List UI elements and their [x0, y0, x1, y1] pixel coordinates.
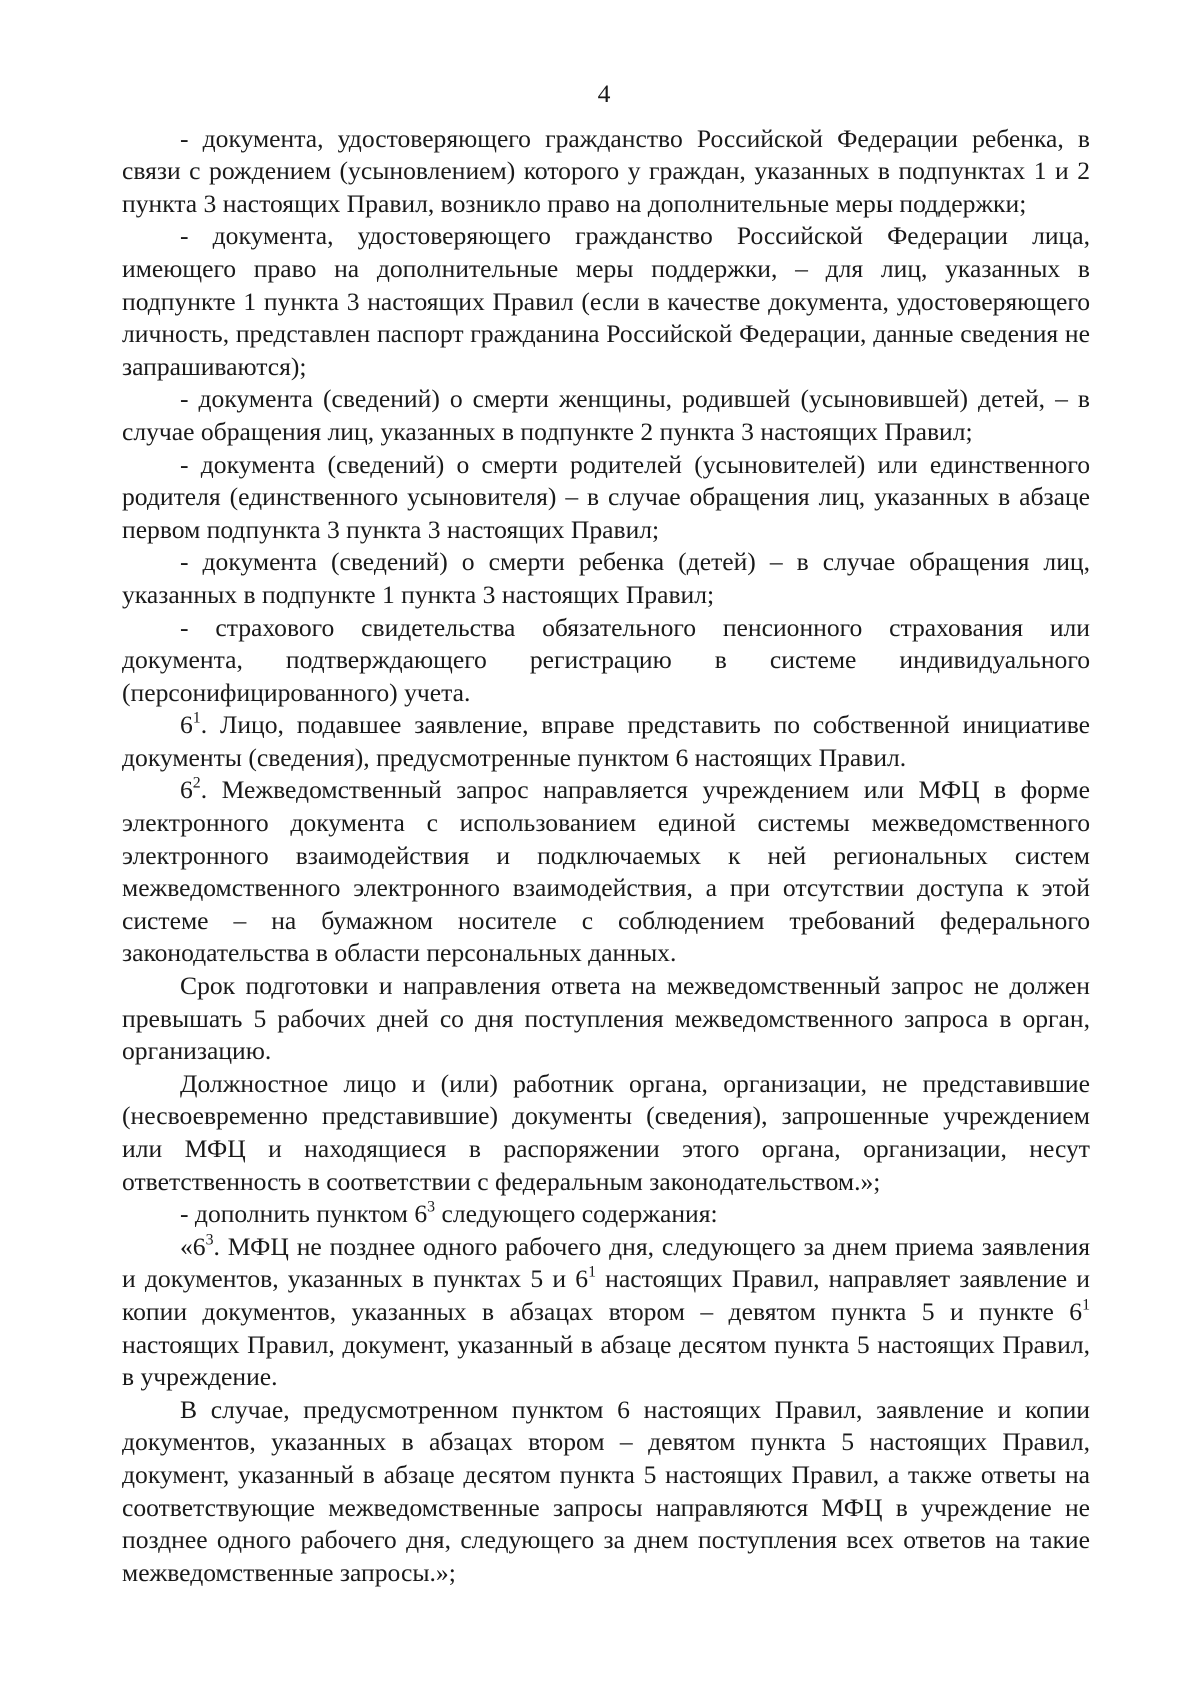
item-6-2-number: 6 — [180, 775, 193, 805]
paragraph-death-woman: - документа (сведений) о смерти женщины, родившей (усыновившей) детей, – в случае обращения лиц, указанных в подпункте 2 пункта 3 настоящих Правил; — [122, 384, 1090, 446]
paragraph-death-parents: - документа (сведений) о смерти родителей (усыновителей) или единственного родителя (единственного усыновителя) – в случае обращения лиц, указанных в абзаце первом подпункта 3 пункта 3 настоящих Правил; — [122, 449, 1090, 544]
item-6-3-text-a: . МФЦ не позднее одного рабочего дня, следующего за днем приема заявления и документов, указанных в пунктах 5 и 6 — [122, 1231, 1090, 1294]
paragraph-citizenship-person: - документа, удостоверяющего гражданство Российской Федерации лица, имеющего право на дополнительные меры поддержки, – для лиц, указанных в подпункте 1 пункта 3 настоящих Правил (если в качестве документа, удостоверяющего личность, представлен паспорт гражданина Российской Федерации, данные сведения не запрашиваются); — [122, 221, 1090, 381]
item-6-3-text-c: настоящих Правил, документ, указанный в абзаце десятом пункта 5 настоящих Правил, в учреждение. — [122, 1329, 1090, 1392]
page-number: 4 — [597, 79, 611, 108]
supplement-line-sup: 3 — [427, 1198, 436, 1216]
paragraph-citizenship-child: - документа, удостоверяющего гражданство Российской Федерации ребенка, в связи с рождением (усыновлением) которого у граждан, указанных в подпунктах 1 и 2 пункта 3 настоящих Правил, возникло право на дополнительные меры поддержки; — [122, 123, 1090, 218]
item-6-3-sup: 3 — [205, 1231, 214, 1249]
item-6-2-sup: 2 — [192, 775, 201, 793]
item-6-3-open: «6 — [180, 1231, 206, 1261]
item-6-1 — [122, 709, 1090, 774]
item-6-2-text: . Межведомственный запрос направляется учреждением или МФЦ в форме электронного документа с использованием единой системы межведомственного электронного взаимодействия и подключаемых к ней региональных систем межведомственного электронного взаимодействия, а при отсутствии доступа к этой системе – на бумажном носителе с соблюдением требований федерального законодательства в области персональных данных. — [122, 775, 1090, 968]
item-6-3-sup-c: 1 — [1082, 1296, 1090, 1314]
supplement-line — [122, 1198, 1090, 1231]
paragraph-liability: Должностное лицо и (или) работник органа, организации, не представившие (несвоевременно представившие) документы (сведения), запрошенные учреждением или МФЦ и находящиеся в распоряжении этого органа, организации, несут ответственность в соответствии с федеральным законодательством.»; — [122, 1068, 1090, 1196]
paragraph-death-child: - документа (сведений) о смерти ребенка (детей) – в случае обращения лиц, указанных в подпункте 1 пункта 3 настоящих Правил; — [122, 547, 1090, 609]
item-6-3-text-b: настоящих Правил, направляет заявление и копии документов, указанных в абзацах втором – девятом пункта 5 и пункте 6 — [122, 1264, 1091, 1326]
item-6-3-sup-b: 1 — [588, 1264, 596, 1282]
item-6-1-sup: 1 — [192, 709, 201, 727]
item-6-1-text: . Лицо, подавшее заявление, вправе представить по собственной инициативе документы (сведения), предусмотренные пунктом 6 настоящих Правил. — [122, 710, 1090, 772]
supplement-line-after: следующего содержания: — [435, 1199, 718, 1229]
supplement-line-before: - дополнить пунктом 6 — [180, 1199, 428, 1229]
item-6-3 — [122, 1231, 1090, 1394]
paragraph-final: В случае, предусмотренном пунктом 6 настоящих Правил, заявление и копии документов, указанных в абзацах втором – девятом пункта 5 настоящих Правил, документ, указанный в абзаце десятом пункта 5 настоящих Правил, а также ответы на соответствующие межведомственные запросы направляются МФЦ в учреждение не позднее одного рабочего дня, следующего за днем поступления всех ответов на такие межведомственные запросы.»; — [122, 1394, 1090, 1587]
paragraph-insurance-certificate: - страхового свидетельства обязательного пенсионного страхования или документа, подтверждающего регистрацию в системе индивидуального (персонифицированного) учета. — [122, 612, 1090, 707]
item-6-1-number: 6 — [180, 710, 193, 740]
paragraph-deadline: Срок подготовки и направления ответа на межведомственный запрос не должен превышать 5 рабочих дней со дня поступления межведомственного запроса в орган, организацию. — [122, 971, 1090, 1066]
item-6-2 — [122, 774, 1090, 970]
